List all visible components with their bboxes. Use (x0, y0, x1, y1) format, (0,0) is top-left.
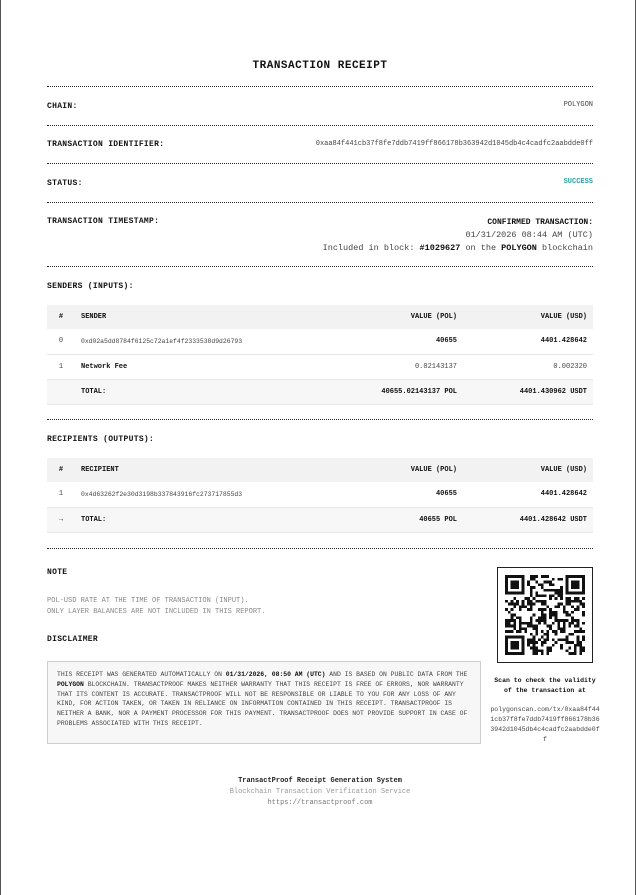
sender-name: Network Fee (75, 354, 343, 379)
note-title: NOTE (47, 568, 68, 577)
row-index: 1 (47, 354, 75, 379)
recipient-address[interactable]: 0x4d63262f2e30d3198b337843916fc273717855d3 (75, 482, 343, 507)
disclaimer-box (47, 661, 481, 744)
col-sender: SENDER (75, 305, 343, 329)
row-arrow: → (47, 507, 75, 532)
col-recipient: RECIPIENT (75, 458, 343, 482)
disclaimer-title: DISCLAIMER (47, 635, 99, 644)
total-usd: 4401.428642 USDT (463, 507, 593, 532)
recipients-table (47, 458, 593, 533)
value-pol: 0.02143137 (343, 354, 463, 379)
status-label: STATUS: (47, 179, 83, 188)
footer-service: Blockchain Transaction Verification Service (229, 788, 411, 796)
timestamp-date: 01/31/2026 08:44 AM (UTC) (465, 230, 593, 240)
col-index: # (47, 305, 75, 329)
note-line: ONLY LAYER BALANCES ARE NOT INCLUDED IN THIS REPORT. (47, 608, 266, 616)
block-chain: POLYGON (501, 243, 537, 253)
divider (47, 86, 593, 87)
col-value-pol: VALUE (POL) (343, 305, 463, 329)
table-header-row (47, 458, 593, 482)
table-row (47, 354, 593, 379)
qr-code-icon (505, 575, 585, 655)
chain-value: POLYGON (563, 101, 593, 109)
disclaimer-text: THIS RECEIPT WAS GENERATED AUTOMATICALLY ON (57, 671, 226, 678)
divider (47, 202, 593, 203)
timestamp-details (323, 216, 593, 255)
total-label: TOTAL: (75, 379, 343, 404)
block-info (323, 242, 593, 255)
senders-title: SENDERS (INPUTS): (47, 282, 134, 291)
block-on-the: on the (460, 243, 502, 253)
note-line: POL-USD RATE AT THE TIME OF TRANSACTION (INPUT). (47, 597, 249, 605)
table-row (47, 329, 593, 354)
note-text (47, 596, 265, 618)
block-number[interactable]: #1029627 (419, 243, 461, 253)
col-value-pol: VALUE (POL) (343, 458, 463, 482)
disclaimer-date: 01/31/2026, 08:50 AM (UTC) (225, 671, 326, 678)
tx-id-label: TRANSACTION IDENTIFIER: (47, 140, 165, 149)
receipt-title: TRANSACTION RECEIPT (252, 60, 388, 72)
qr-scan-text: Scan to check the validity of the transaction at (494, 677, 596, 694)
footer (47, 776, 593, 809)
table-row (47, 482, 593, 507)
chain-label: CHAIN: (47, 102, 78, 111)
total-label: TOTAL: (75, 507, 343, 532)
value-usd: 4401.428642 (463, 329, 593, 354)
footer-system-name: TransactProof Receipt Generation System (238, 777, 402, 785)
disclaimer-text: AND IS BASED ON PUBLIC DATA FROM THE (325, 671, 468, 678)
disclaimer-chain: POLYGON (57, 680, 84, 688)
confirmed-label: CONFIRMED TRANSACTION: (487, 218, 593, 227)
row-index: 0 (47, 329, 75, 354)
qr-verify-link[interactable]: polygonscan.com/tx/0xaa84f441cb37f8fe7ddb7419ff866178b363942d1045db4c4cadfc2aabdde0ff (490, 706, 600, 743)
row-index: 1 (47, 482, 75, 507)
qr-code[interactable] (497, 567, 593, 663)
total-pol: 40655 POL (343, 507, 463, 532)
table-total-row (47, 507, 593, 532)
divider (47, 419, 593, 420)
disclaimer-text: BLOCKCHAIN. TRANSACTPROOF MAKES NEITHER WARRANTY THAT THIS RECEIPT IS FREE OF ERRORS, NOR WARRANTY THAT ITS CONTENT IS ACCURATE. TRANSACTPROOF WILL NOT BE RESPONSIBLE OR LIABLE TO YOU FOR ANY LOSS OF ANY KIND, FOR ACTION TAKEN, OR TAKEN IN RELIANCE ON INFORMATION CONTAINED IN THIS RECEIPT. TRANSACTPROOF IS NEITHER A BANK, NOR A PAYMENT PROCESSOR FOR THIS PAYMENT. TRANSACTPROOF DOES NOT PROVIDE SUPPORT IN CASE OF PROBLEMS ASSOCIATED WITH THIS RECEIPT. (57, 680, 468, 727)
senders-table (47, 305, 593, 405)
divider (47, 125, 593, 126)
row-index (47, 379, 75, 404)
col-value-usd: VALUE (USD) (463, 458, 593, 482)
timestamp-label: TRANSACTION TIMESTAMP: (47, 217, 160, 226)
total-usd: 4401.430962 USDT (463, 379, 593, 404)
value-pol: 40655 (343, 329, 463, 354)
value-pol: 40655 (343, 482, 463, 507)
value-usd: 4401.428642 (463, 482, 593, 507)
col-value-usd: VALUE (USD) (463, 305, 593, 329)
total-pol: 40655.02143137 POL (343, 379, 463, 404)
divider (47, 163, 593, 164)
tx-id-value[interactable]: 0xaa84f441cb37f8fe7ddb7419ff866178b363942d1045db4c4cadfc2aabdde0ff (315, 140, 593, 148)
table-header-row (47, 305, 593, 329)
status-badge: SUCCESS (563, 178, 593, 186)
table-total-row (47, 379, 593, 404)
col-index: # (47, 458, 75, 482)
sender-address[interactable]: 0xd02a5dd8784f6125c72a1ef4f2333538d9d26793 (75, 329, 343, 354)
divider (47, 548, 593, 549)
footer-url[interactable]: https://transactproof.com (267, 799, 373, 807)
divider (47, 266, 593, 267)
value-usd: 0.002320 (463, 354, 593, 379)
block-prefix: Included in block: (322, 243, 420, 253)
block-suffix: blockchain (536, 243, 593, 253)
recipients-title: RECIPIENTS (OUTPUTS): (47, 435, 155, 444)
